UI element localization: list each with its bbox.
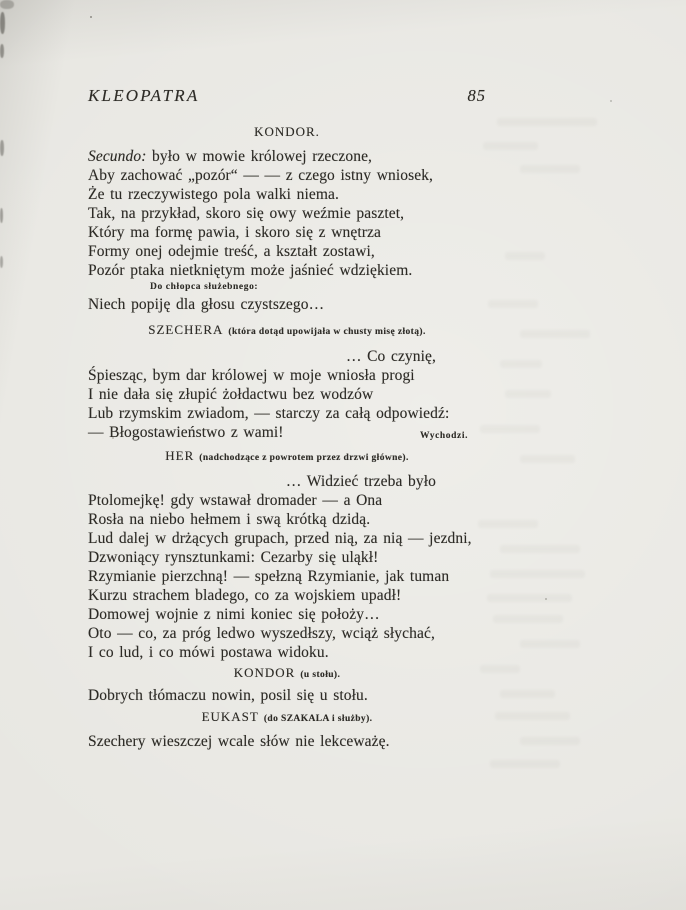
verse-line	[88, 347, 486, 366]
speaker-heading	[88, 665, 486, 683]
running-title: KLEOPATRA	[88, 86, 200, 105]
scan-artifact	[0, 208, 3, 223]
verse-block	[88, 472, 486, 662]
stage-direction: Do chłopca służebnego:	[150, 282, 259, 292]
ghost-text-line	[487, 594, 572, 602]
speaker-note: (która dotąd upowijała w chusty misę złotą).	[228, 327, 426, 337]
ghost-text-line	[505, 390, 551, 398]
ghost-text-line	[478, 520, 538, 528]
italic-lead: Secundo:	[88, 148, 147, 165]
ghost-text-line	[520, 640, 580, 648]
verse-line-text: było w mowie królowej rzeczone,	[146, 148, 373, 165]
speaker-name: KONDOR	[233, 665, 296, 680]
verse-block	[88, 347, 486, 442]
speaker-note: (do SZAKALA i służby).	[263, 714, 373, 724]
verse-line: Szechery wieszczej wcale słów nie lekceważę.	[88, 733, 390, 750]
verse-line: Niech popiję dla głosu czystszego…	[88, 296, 325, 313]
stage-direction-inline: Wychodzi.	[420, 431, 469, 441]
scan-artifact	[0, 0, 14, 9]
dust-speck	[90, 16, 92, 18]
verse-line: Tak, na przykład, skoro się owy weźmie pasztet,	[88, 205, 405, 222]
speaker-name: EUKAST	[201, 709, 259, 724]
verse-line-text: … Widzieć trzeba było	[285, 473, 436, 490]
verse-line: Ptolomejkę! gdy wstawał dromader — a Ona	[88, 492, 383, 509]
ghost-text-line	[493, 615, 563, 623]
verse-line: Śpiesząc, bym dar królowej w moje wniosła progi	[88, 367, 415, 384]
page-header	[88, 86, 486, 106]
ghost-text-line	[480, 425, 540, 433]
verse-line: Lub rzymskim zwiadom, — starczy za całą odpowiedź:	[88, 405, 450, 422]
ghost-text-line	[488, 300, 538, 308]
ghost-text-line	[483, 142, 538, 150]
play-text	[88, 124, 486, 751]
page-number: 85	[467, 86, 486, 105]
ghost-text-line	[520, 330, 590, 338]
dust-speck	[545, 598, 547, 600]
verse-line: Kurzu strachem bladego, co za wojskiem upadł!	[88, 587, 402, 604]
ghost-text-line	[490, 570, 585, 578]
verse-line: Domowej wojnie z nimi koniec się położy…	[88, 606, 380, 623]
verse-line	[88, 423, 486, 442]
verse-line: I nie dała się złupić żołdactwu bez wodzów	[88, 386, 374, 403]
scan-artifact	[0, 12, 5, 34]
verse-block	[88, 732, 486, 751]
speaker-heading	[88, 709, 486, 727]
verse-line: Pozór ptaka nietkniętym może jaśnieć wdziękiem.	[88, 262, 413, 279]
ghost-text-line	[497, 118, 597, 126]
verse-line-text: … Co czynię,	[345, 348, 436, 365]
speaker-heading	[88, 322, 486, 340]
verse-line-text: — Błogostawieństwo z wami!	[88, 424, 284, 441]
speaker-heading	[88, 124, 486, 139]
verse-block	[88, 295, 486, 314]
ghost-text-line	[520, 455, 575, 463]
verse-line: Który ma formę pawia, i skoro się z wnętrza	[88, 224, 381, 241]
verse-line: Aby zachować „pozór“ — — z czego istny wniosek,	[88, 167, 434, 184]
verse-line: Dobrych tłómaczu nowin, posil się u stołu.	[88, 687, 368, 704]
verse-line: Oto — co, za próg ledwo wyszedłszy, wciąż słychać,	[88, 625, 435, 642]
speaker-note: (nadchodzące z powrotem przez drzwi główne).	[199, 453, 409, 463]
speaker-name: KONDOR.	[254, 124, 320, 139]
verse-line: Lud dalej w drżących grupach, przed nią, za nią — jezdni,	[88, 530, 472, 547]
verse-line	[88, 147, 486, 166]
scan-artifact	[0, 140, 4, 156]
verse-line: Rzymianie pierzchną! — spełzną Rzymianie, jak tuman	[88, 568, 450, 585]
ghost-text-line	[480, 665, 520, 673]
speaker-name: HER	[165, 448, 195, 463]
verse-block	[88, 686, 486, 705]
ghost-text-line	[520, 165, 580, 173]
verse-line: Dzwoniący rynsztunkami: Cezarby się uląkł!	[88, 549, 379, 566]
speaker-note: (u stołu).	[300, 670, 341, 680]
ghost-text-line	[505, 252, 545, 260]
ghost-text-line	[500, 545, 580, 553]
scan-artifact	[0, 44, 4, 58]
ghost-text-line	[500, 690, 555, 698]
verse-line: I co lud, i co mówi postawa widoku.	[88, 644, 329, 661]
verse-line: Że tu rzeczywistego pola walki niema.	[88, 186, 339, 203]
verse-line	[88, 472, 486, 491]
speaker-heading	[88, 448, 486, 466]
verse-line: Rosła na niebo hełmem i swą krótką dzidą.	[88, 511, 371, 528]
ghost-text-line	[490, 760, 560, 768]
text-column	[88, 86, 486, 751]
ghost-text-line	[500, 360, 542, 368]
scan-artifact	[0, 256, 3, 268]
ghost-text-line	[495, 712, 570, 720]
verse-line: Formy onej odejmie treść, a kształt zostawi,	[88, 243, 375, 260]
ghost-text-line	[520, 737, 580, 745]
speaker-name: SZECHERA	[148, 322, 224, 337]
dust-speck	[610, 100, 612, 102]
verse-block	[88, 147, 486, 280]
